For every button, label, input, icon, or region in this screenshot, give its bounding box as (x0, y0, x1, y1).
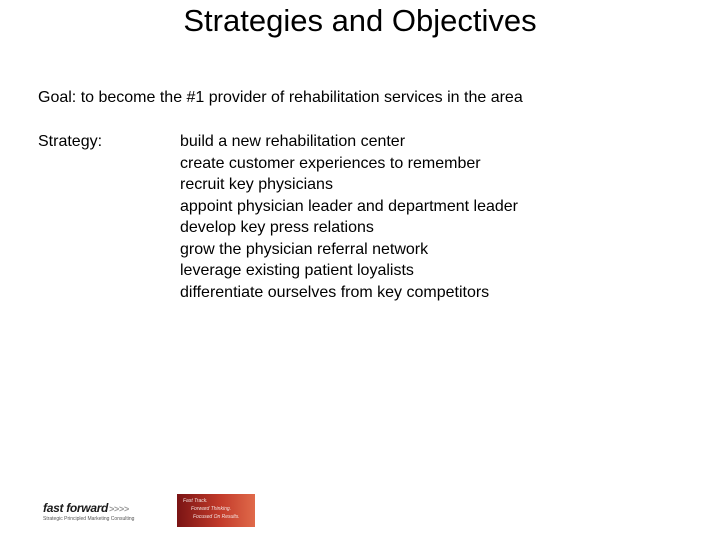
strategy-item: leverage existing patient loyalists (180, 262, 414, 279)
strategy-item: create customer experiences to remember (180, 154, 481, 172)
logo-wordmark-panel (35, 494, 177, 527)
strategy-label: Strategy: (38, 133, 103, 150)
logo-wordmark (43, 501, 129, 515)
logo-motto (183, 497, 240, 521)
strategy-item: differentiate ourselves from key competitors (180, 283, 490, 301)
logo-arrows-icon: >>>> (109, 504, 129, 514)
logo-tagline: Strategic Principled Marketing Consulting (43, 516, 135, 522)
logo-word-fast: fast (43, 501, 64, 515)
slide-title: Strategies and Objectives (183, 3, 537, 38)
strategy-item: develop key press relations (180, 219, 374, 236)
logo-word-forward: forward (66, 501, 109, 515)
logo-motto-line: Forward Thinking. (191, 506, 232, 512)
strategy-list (180, 131, 518, 303)
logo-motto-panel (177, 494, 255, 527)
strategy-item: grow the physician referral network (180, 240, 429, 258)
goal-statement: Goal: to become the #1 provider of rehabilitation services in the area (38, 89, 523, 106)
strategy-item: appoint physician leader and department leader (180, 197, 519, 215)
logo-motto-line: Focused On Results. (193, 514, 240, 520)
logo-motto-line: Fast Track. (183, 498, 208, 504)
strategy-item: build a new rehabilitation center (180, 133, 406, 150)
strategy-item: recruit key physicians (180, 176, 333, 193)
fast-forward-logo (35, 494, 255, 527)
